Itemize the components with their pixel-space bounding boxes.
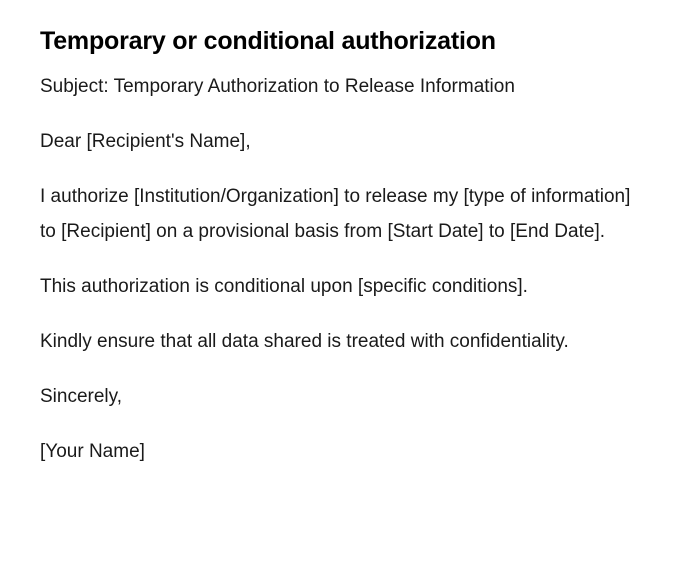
subject-line: Subject: Temporary Authorization to Release Information: [40, 76, 515, 97]
body-paragraph-conditions: This authorization is conditional upon [specific conditions].: [40, 276, 528, 297]
letter-document: [40, 24, 640, 469]
signature-name: [Your Name]: [40, 441, 145, 462]
body-paragraph-confidentiality: Kindly ensure that all data shared is treated with confidentiality.: [40, 331, 569, 352]
closing: Sincerely,: [40, 386, 123, 407]
document-title: Temporary or conditional authorization: [40, 27, 496, 55]
body-paragraph-authorization: I authorize [Institution/Organization] to release my [type of information] to [Recipient] on a provisional basis from [Start Date] to [End Date].: [40, 186, 631, 242]
salutation: Dear [Recipient's Name],: [40, 131, 251, 152]
